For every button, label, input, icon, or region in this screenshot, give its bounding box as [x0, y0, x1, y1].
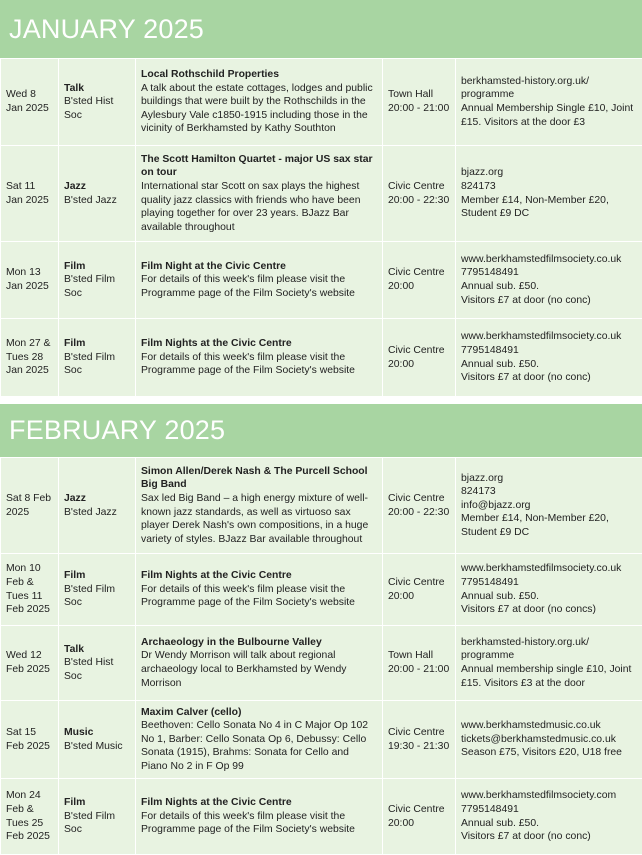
event-type-cell	[59, 701, 136, 779]
event-type: Talk	[64, 643, 130, 657]
event-details-cell	[136, 319, 383, 397]
event-description: For details of this week's film please visit the Programme page of the Film Society's website	[141, 273, 377, 300]
event-title: Archaeology in the Bulbourne Valley	[141, 636, 377, 650]
month-heading-january: JANUARY 2025	[0, 0, 642, 58]
event-organiser: B'sted Film Soc	[64, 273, 130, 300]
event-title: Simon Allen/Derek Nash & The Purcell School Big Band	[141, 465, 377, 492]
event-description: Beethoven: Cello Sonata No 4 in C Major Op 102 No 1, Barber: Cello Sonata Op 6, Debussy: Cello Sonata (1915), Brahms: Sonata for Cello and Piano No 2 in F Op 99	[141, 719, 377, 773]
event-details-cell	[136, 146, 383, 242]
event-date: Sat 8 Feb 2025	[1, 458, 59, 554]
event-date: Sat 15 Feb 2025	[1, 701, 59, 779]
event-info-line: Annual sub. £50.	[461, 358, 637, 372]
event-description: International star Scott on sax plays the highest quality jazz classics with friends who have been playing together for over 23 years. BJazz Bar available throughout	[141, 180, 377, 234]
event-title: The Scott Hamilton Quartet - major US sax star on tour	[141, 153, 377, 180]
event-organiser: B'sted Music	[64, 740, 130, 754]
event-info-line: info@bjazz.org	[461, 499, 637, 513]
event-venue-cell	[383, 146, 456, 242]
event-info-line: Member £14, Non-Member £20, Student £9 DC	[461, 194, 637, 221]
event-venue-cell	[383, 458, 456, 554]
event-info-line: www.berkhamstedfilmsociety.co.uk	[461, 562, 637, 576]
event-time: 20:00	[388, 590, 450, 604]
event-date: Mon 24 Feb & Tues 25 Feb 2025	[1, 779, 59, 855]
event-venue-cell	[383, 554, 456, 626]
event-date: Mon 10 Feb & Tues 11 Feb 2025	[1, 554, 59, 626]
month-heading-february: FEBRUARY 2025	[0, 404, 642, 457]
event-venue: Town Hall	[388, 88, 450, 102]
event-info-cell	[456, 554, 642, 626]
event-description: For details of this week's film please visit the Programme page of the Film Society's website	[141, 351, 377, 378]
event-venue-cell	[383, 59, 456, 146]
event-info-line: www.berkhamstedfilmsociety.com	[461, 789, 637, 803]
event-row	[1, 626, 642, 701]
event-info-line: 7795148491	[461, 266, 637, 280]
event-type-cell	[59, 626, 136, 701]
event-info-line: 7795148491	[461, 344, 637, 358]
event-info-line: Visitors £7 at door (no conc)	[461, 294, 637, 308]
event-info-cell	[456, 779, 642, 855]
event-details-cell	[136, 701, 383, 779]
event-info-line: 824173	[461, 180, 637, 194]
event-venue-cell	[383, 626, 456, 701]
event-type: Film	[64, 569, 130, 583]
event-organiser: B'sted Film Soc	[64, 810, 130, 837]
event-venue-cell	[383, 701, 456, 779]
event-type-cell	[59, 779, 136, 855]
event-info-line: www.berkhamstedfilmsociety.co.uk	[461, 330, 637, 344]
event-description: A talk about the estate cottages, lodges and public buildings that were built by the Rothschilds in the Aylesbury Vale c1850-1915 including those in the vicinity of Berkhamsted by Kathy Southton	[141, 82, 377, 136]
event-organiser: B'sted Hist Soc	[64, 95, 130, 122]
event-info-line: 824173	[461, 485, 637, 499]
event-info-line: Visitors £7 at door (no conc)	[461, 371, 637, 385]
event-info-line: Visitors £7 at door (no concs)	[461, 603, 637, 617]
event-info-line: tickets@berkhamstedmusic.co.uk	[461, 733, 637, 747]
event-time: 20:00	[388, 280, 450, 294]
event-venue-cell	[383, 779, 456, 855]
event-row	[1, 458, 642, 554]
event-time: 20:00 - 22:30	[388, 194, 450, 208]
event-time: 20:00 - 21:00	[388, 663, 450, 677]
event-row	[1, 59, 642, 146]
event-type-cell	[59, 146, 136, 242]
event-venue: Civic Centre	[388, 576, 450, 590]
event-type: Jazz	[64, 492, 130, 506]
event-row	[1, 554, 642, 626]
event-time: 20:00 - 22:30	[388, 506, 450, 520]
event-venue-cell	[383, 242, 456, 319]
event-info-cell	[456, 146, 642, 242]
event-organiser: B'sted Hist Soc	[64, 656, 130, 683]
event-info-cell	[456, 626, 642, 701]
event-date: Sat 11 Jan 2025	[1, 146, 59, 242]
event-title: Film Nights at the Civic Centre	[141, 796, 377, 810]
event-info-line: www.berkhamstedfilmsociety.co.uk	[461, 253, 637, 267]
event-type-cell	[59, 458, 136, 554]
event-venue-cell	[383, 319, 456, 397]
event-info-line: 7795148491	[461, 576, 637, 590]
event-time: 20:00	[388, 817, 450, 831]
event-details-cell	[136, 458, 383, 554]
event-venue: Civic Centre	[388, 180, 450, 194]
event-info-line: programme	[461, 649, 637, 663]
event-venue: Town Hall	[388, 649, 450, 663]
event-row	[1, 779, 642, 855]
event-title: Film Nights at the Civic Centre	[141, 337, 377, 351]
events-table-january	[0, 58, 642, 397]
event-type-cell	[59, 554, 136, 626]
event-info-line: Annual sub. £50.	[461, 817, 637, 831]
event-details-cell	[136, 779, 383, 855]
event-info-cell	[456, 319, 642, 397]
event-type: Film	[64, 260, 130, 274]
event-info-line: Annual membership single £10, Joint £15. Visitors £3 at the door	[461, 663, 637, 690]
event-title: Film Night at the Civic Centre	[141, 260, 377, 274]
event-info-line: Visitors £7 at door (no conc)	[461, 830, 637, 844]
event-venue: Civic Centre	[388, 344, 450, 358]
event-info-line: berkhamsted-history.org.uk/	[461, 75, 637, 89]
event-details-cell	[136, 242, 383, 319]
event-row	[1, 701, 642, 779]
event-type: Music	[64, 726, 130, 740]
event-info-line: Annual Membership Single £10, Joint £15. Visitors at the door £3	[461, 102, 637, 129]
event-title: Maxim Calver (cello)	[141, 706, 377, 720]
event-time: 20:00 - 21:00	[388, 102, 450, 116]
event-info-line: bjazz.org	[461, 166, 637, 180]
event-type: Talk	[64, 82, 130, 96]
event-date: Wed 12 Feb 2025	[1, 626, 59, 701]
event-type-cell	[59, 59, 136, 146]
event-info-line: programme	[461, 88, 637, 102]
event-organiser: B'sted Jazz	[64, 194, 130, 208]
event-info-line: Annual sub. £50.	[461, 590, 637, 604]
event-venue: Civic Centre	[388, 726, 450, 740]
event-info-line: bjazz.org	[461, 472, 637, 486]
event-info-cell	[456, 59, 642, 146]
event-title: Local Rothschild Properties	[141, 68, 377, 82]
event-info-cell	[456, 458, 642, 554]
event-info-line: Annual sub. £50.	[461, 280, 637, 294]
event-details-cell	[136, 554, 383, 626]
event-venue: Civic Centre	[388, 492, 450, 506]
event-info-line: 7795148491	[461, 803, 637, 817]
event-type-cell	[59, 319, 136, 397]
event-row	[1, 242, 642, 319]
events-table-february	[0, 457, 642, 855]
event-organiser: B'sted Film Soc	[64, 351, 130, 378]
event-description: For details of this week's film please visit the Programme page of the Film Society's website	[141, 583, 377, 610]
event-venue: Civic Centre	[388, 803, 450, 817]
event-type-cell	[59, 242, 136, 319]
event-date: Mon 13 Jan 2025	[1, 242, 59, 319]
event-row	[1, 146, 642, 242]
section-gap	[0, 397, 642, 404]
event-info-line: Season £75, Visitors £20, U18 free	[461, 746, 637, 760]
event-date: Mon 27 & Tues 28 Jan 2025	[1, 319, 59, 397]
event-organiser: B'sted Jazz	[64, 506, 130, 520]
event-description: For details of this week's film please visit the Programme page of the Film Society's website	[141, 810, 377, 837]
event-description: Dr Wendy Morrison will talk about regional archaeology local to Berkhamsted by Wendy Morrison	[141, 649, 377, 690]
event-venue: Civic Centre	[388, 266, 450, 280]
event-details-cell	[136, 59, 383, 146]
event-time: 19:30 - 21:30	[388, 740, 450, 754]
event-type: Jazz	[64, 180, 130, 194]
event-info-line: berkhamsted-history.org.uk/	[461, 636, 637, 650]
event-info-line: www.berkhamstedmusic.co.uk	[461, 719, 637, 733]
event-description: Sax led Big Band – a high energy mixture of well-known jazz standards, as well as virtuoso sax player Derek Nash's own compositions, in a huge variety of styles. BJazz Bar available throughout	[141, 492, 377, 546]
event-type: Film	[64, 796, 130, 810]
event-info-line: Member £14, Non-Member £20, Student £9 DC	[461, 512, 637, 539]
event-details-cell	[136, 626, 383, 701]
event-type: Film	[64, 337, 130, 351]
event-info-cell	[456, 242, 642, 319]
event-row	[1, 319, 642, 397]
event-time: 20:00	[388, 358, 450, 372]
event-date: Wed 8 Jan 2025	[1, 59, 59, 146]
event-title: Film Nights at the Civic Centre	[141, 569, 377, 583]
event-organiser: B'sted Film Soc	[64, 583, 130, 610]
event-info-cell	[456, 701, 642, 779]
